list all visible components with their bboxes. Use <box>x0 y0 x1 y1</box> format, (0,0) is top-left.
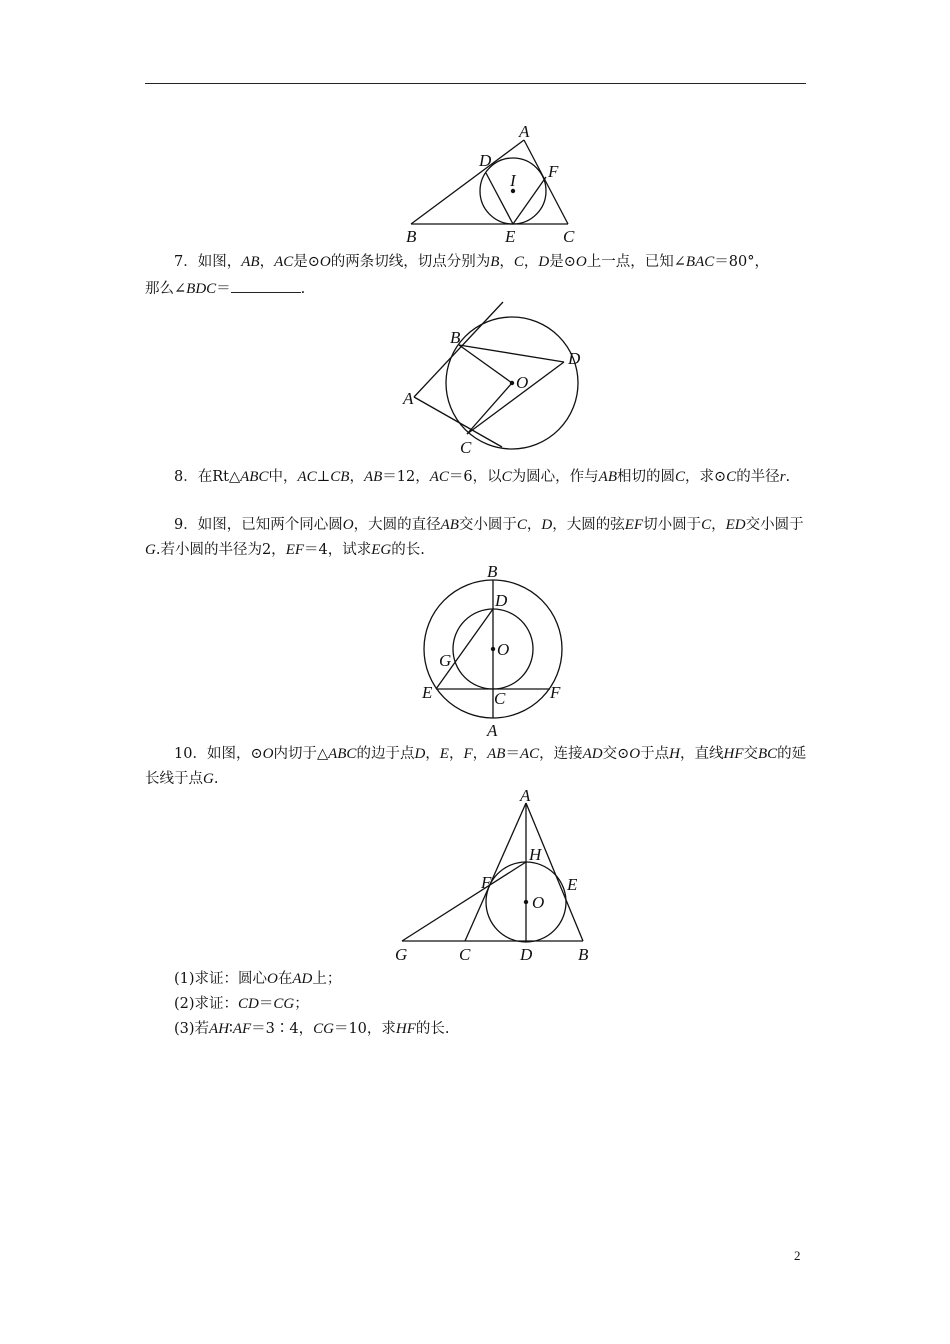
label-f: F <box>481 873 492 892</box>
label-e: E <box>505 227 516 246</box>
segment-ac <box>524 140 568 224</box>
label-o: O <box>497 640 510 659</box>
segment-ab <box>526 803 583 941</box>
label-o: O <box>532 893 545 912</box>
figure-tangents-circle <box>398 300 598 460</box>
label-a: A <box>403 389 414 408</box>
page-number: 2 <box>794 1248 801 1263</box>
label-g: G <box>395 945 408 964</box>
label-b: B <box>487 562 498 581</box>
label-o: O <box>516 373 529 392</box>
question-8: 8．在Rt△ABC中，AC⊥CB，AB＝12，AC＝6，以C为圆心，作与AB相切的圆C，求⊙C的半径r. <box>174 469 791 485</box>
label-d: D <box>568 349 581 368</box>
label-c: C <box>563 227 575 246</box>
label-g: G <box>439 651 452 670</box>
label-c: C <box>459 945 471 964</box>
center-point-o <box>524 900 528 904</box>
center-point-o <box>510 381 514 385</box>
question-10-part-2: (2)求证：CD＝CG； <box>174 996 309 1012</box>
label-i: I <box>510 171 516 190</box>
label-b: B <box>578 945 589 964</box>
label-e: E <box>422 683 433 702</box>
label-d: D <box>495 591 508 610</box>
label-e: E <box>567 875 578 894</box>
label-c: C <box>460 438 472 457</box>
question-10-part-1: (1)求证：圆心O在AD上； <box>174 971 342 987</box>
label-a: A <box>487 721 498 740</box>
label-f: F <box>550 683 561 702</box>
segment-de <box>486 173 513 224</box>
segment-bd <box>459 345 564 362</box>
line-gh <box>402 862 526 941</box>
center-point-o <box>491 647 495 651</box>
radius-oc <box>467 383 512 434</box>
figure-isosceles-incircle <box>390 788 600 968</box>
label-b: B <box>450 328 461 347</box>
label-d: D <box>479 151 492 170</box>
label-a: A <box>519 122 530 141</box>
question-10: 10．如图，⊙O内切于△ABC的边于点D，E，F，AB＝AC，连接AD交⊙O于点H，直线HF交BC的延长线于点G. <box>145 746 807 787</box>
label-c: C <box>494 689 506 708</box>
figure-concentric-circles <box>412 560 582 740</box>
figure-incircle-triangle <box>400 118 590 248</box>
label-a: A <box>520 786 531 805</box>
question-7-line-2: 那么∠BDC＝ . <box>145 281 306 297</box>
label-d: D <box>520 945 533 964</box>
header-rule <box>145 83 806 84</box>
segment-ef <box>513 177 546 224</box>
segment-ac <box>465 803 526 941</box>
question-9: 9．如图，已知两个同心圆O，大圆的直径AB交小圆于C，D，大圆的弦EF切小圆于C，ED交小圆于G.若小圆的半径为2，EF＝4，试求EG的长. <box>145 517 804 558</box>
label-h: H <box>529 845 542 864</box>
question-10-part-3: (3)若AH∶AF＝3∶4，CG＝10，求HF的长. <box>174 1021 450 1037</box>
radius-ob <box>459 345 512 383</box>
label-b: B <box>406 227 417 246</box>
question-7: 7．如图，AB，AC是⊙O的两条切线，切点分别为B，C，D是⊙O上一点，已知∠BAC＝80°， <box>174 254 769 270</box>
answer-blank <box>231 280 301 293</box>
label-f: F <box>548 162 559 181</box>
tangent-ac <box>414 397 502 447</box>
